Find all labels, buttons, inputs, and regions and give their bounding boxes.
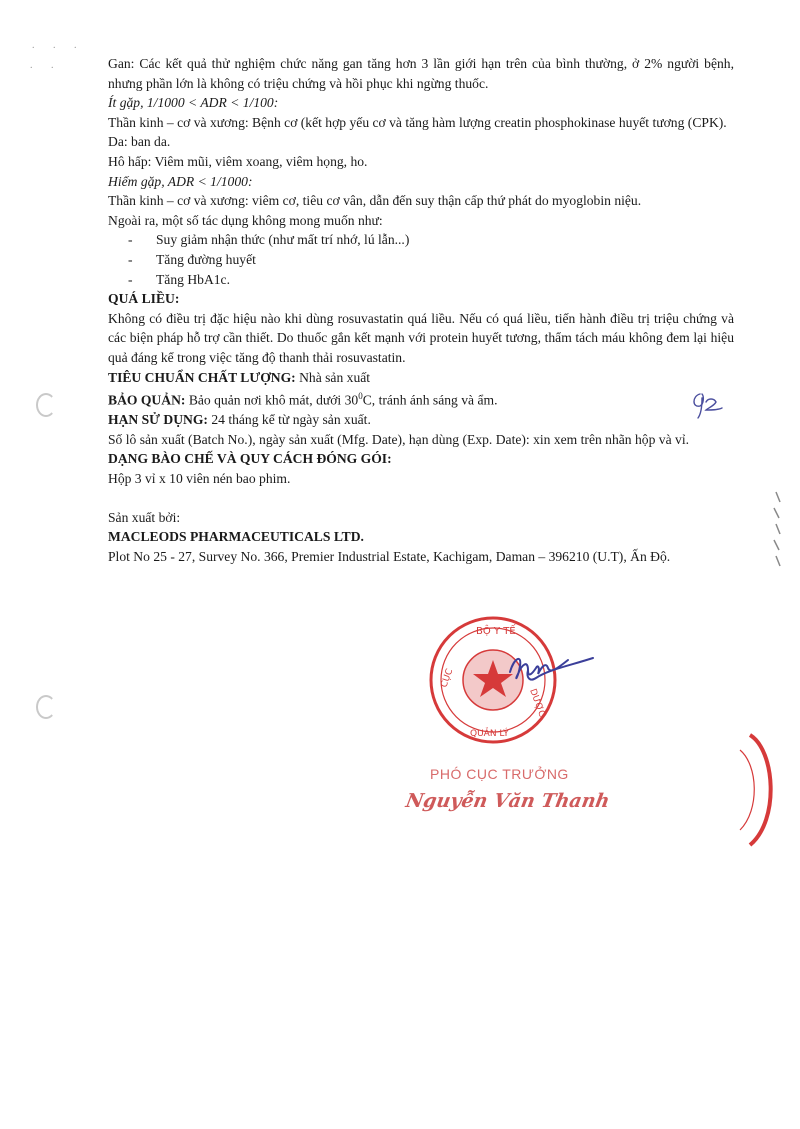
overdose-text: Không có điều trị đặc hiệu nào khi dùng rosuvastatin quá liều. Nếu có quá liều, tiến hành điều trị triệu chứng và các biện pháp hỗ trợ cần thiết. Do thuốc gắn kết mạnh với protein huyết tương, thẩm tách máu không đem lại hiệu quả đáng kể trong việc tăng độ thanh thải rosuvastatin. — [108, 310, 734, 365]
neuromuscular-paragraph: Thần kinh – cơ và xương: Bệnh cơ (kết hợp yếu cơ và tăng hàm lượng creatin phosphokinase huyết tương (CPK). — [108, 114, 727, 130]
shelf-life: HẠN SỬ DỤNG: 24 tháng kể từ ngày sản xuất. — [108, 412, 371, 428]
punch-hole-top — [36, 393, 56, 417]
manufacturer-name: MACLEODS PHARMACEUTICALS LTD. — [108, 529, 364, 545]
scan-dots: . . — [30, 60, 62, 71]
scan-dots: . . . — [32, 40, 85, 51]
official-stamp — [418, 608, 598, 758]
batch-info: Số lô sản xuất (Batch No.), ngày sản xuất (Mfg. Date), hạn dùng (Exp. Date): xin xem trên nhãn hộp và vỉ. — [108, 431, 689, 447]
svg-text:CỤC: CỤC — [439, 667, 456, 690]
svg-text:BỘ Y TẾ: BỘ Y TẾ — [476, 626, 516, 637]
rare-neuromuscular-paragraph: Thần kinh – cơ và xương: viêm cơ, tiêu cơ vân, dẫn đến suy thận cấp thứ phát do myoglobin niệu. — [108, 193, 642, 209]
document-body — [108, 54, 734, 566]
other-effects-intro: Ngoài ra, một số tác dụng không mong muốn như: — [108, 212, 383, 228]
manufacturer-address: Plot No 25 - 27, Survey No. 366, Premier Industrial Estate, Kachigam, Daman – 396210 (U.T), Ấn Độ. — [108, 548, 671, 564]
stamp-seal-icon — [418, 608, 598, 758]
skin-paragraph: Da: ban da. — [108, 134, 171, 150]
svg-text:DƯỢC: DƯỢC — [527, 687, 547, 719]
deputy-director-title: PHÓ CỤC TRƯỞNG — [430, 766, 569, 782]
side-effects-list — [108, 230, 734, 289]
edge-stamp-fragment — [730, 730, 800, 850]
punch-hole-bottom — [36, 695, 56, 719]
handwritten-initial — [690, 388, 726, 420]
respiratory-paragraph: Hô hấp: Viêm mũi, viêm xoang, viêm họng, ho. — [108, 153, 368, 169]
liver-paragraph: Gan: Các kết quả thử nghiệm chức năng gan tăng hơn 3 lần giới hạn trên của bình thường, ở 2% người bệnh, nhưng phần lớn là không có triệu chứng và hồi phục khi ngừng thuốc. — [108, 56, 734, 91]
rare-heading: Hiếm gặp, ADR < 1/1000: — [108, 173, 253, 189]
binding-marks — [768, 490, 788, 570]
manufacturer-intro: Sản xuất bởi: — [108, 509, 181, 525]
list-item: - Tăng HbA1c. — [128, 271, 230, 287]
list-item: - Tăng đường huyết — [128, 251, 256, 267]
quality-standard: TIÊU CHUẨN CHẤT LƯỢNG: Nhà sản xuất — [108, 369, 371, 385]
storage: BẢO QUẢN: Bảo quản nơi khô mát, dưới $30^0C$, tránh ánh sáng và ẩm. — [108, 391, 498, 408]
uncommon-heading: Ít gặp, 1/1000 < ADR < 1/100: — [108, 95, 279, 111]
signer-name: Nguyễn Văn Thanh — [404, 790, 612, 812]
list-item: - Suy giảm nhận thức (như mất trí nhớ, lú lẫn...) — [128, 232, 410, 248]
overdose-heading: QUÁ LIỀU: — [108, 291, 180, 307]
svg-text:QUẢN LÝ: QUẢN LÝ — [470, 729, 509, 739]
packaging-text: Hộp 3 vỉ x 10 viên nén bao phim. — [108, 471, 291, 486]
packaging-heading: DẠNG BÀO CHẾ VÀ QUY CÁCH ĐÓNG GÓI: — [108, 451, 392, 467]
